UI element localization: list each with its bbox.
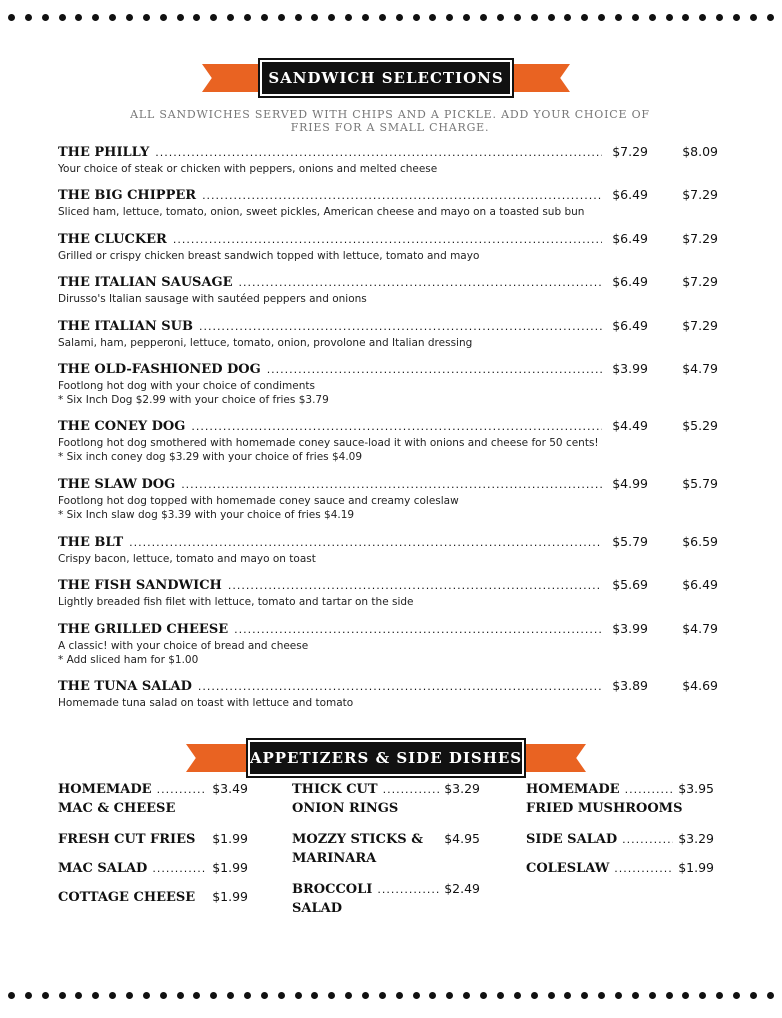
menu-item-name: THE ITALIAN SAUSAGE [58, 275, 233, 290]
dot-leader [234, 623, 602, 636]
dot-leader [155, 146, 602, 159]
menu-item-price-with-fries: $6.49 [682, 577, 718, 592]
border-dot [480, 992, 487, 999]
border-dot [244, 992, 251, 999]
border-dot [328, 992, 335, 999]
border-dot [193, 992, 200, 999]
border-dot [564, 14, 571, 21]
menu-item-name: THE BIG CHIPPER [58, 188, 197, 203]
menu-item [58, 476, 718, 522]
menu-item-price: $3.89 [612, 678, 648, 693]
border-dot [396, 14, 403, 21]
sides-banner [186, 736, 586, 780]
menu-item-row [58, 418, 718, 436]
border-dot [413, 992, 420, 999]
border-dot [682, 14, 689, 21]
menu-item-name: THE PHILLY [58, 145, 150, 160]
side-item-row [292, 881, 480, 899]
menu-item-price: $7.29 [612, 144, 648, 159]
border-dot [514, 14, 521, 21]
menu-item-name: THE TUNA SALAD [58, 679, 192, 694]
menu-item-row [58, 577, 718, 595]
border-dot [446, 14, 453, 21]
side-item-row [292, 831, 480, 849]
menu-item-price-with-fries: $4.79 [682, 361, 718, 376]
menu-item [58, 678, 718, 710]
border-dot [345, 992, 352, 999]
menu-item-description: * Add sliced ham for $1.00 [58, 654, 199, 666]
dot-leader [198, 680, 602, 693]
side-item-row [526, 831, 714, 849]
side-item-name: COTTAGE CHEESE [58, 890, 196, 905]
menu-item-name: THE ITALIAN SUB [58, 319, 193, 334]
side-item-row [58, 831, 248, 849]
menu-item-price: $6.49 [612, 274, 648, 289]
side-item-name: SIDE SALAD [526, 832, 618, 847]
border-dot [311, 992, 318, 999]
border-dot [598, 992, 605, 999]
border-dot [429, 14, 436, 21]
side-item-price: $1.99 [212, 889, 248, 904]
dot-leader [129, 536, 602, 549]
dot-leader [614, 862, 673, 875]
border-dot [598, 14, 605, 21]
side-item [292, 831, 480, 869]
side-item-name-line2: SALAD [292, 901, 342, 916]
border-dot [497, 992, 504, 999]
menu-item-price: $4.99 [612, 476, 648, 491]
side-item-name: THICK CUT [292, 782, 378, 797]
side-item-price: $1.99 [678, 860, 714, 875]
menu-item-name: THE BLT [58, 535, 124, 550]
border-dot [682, 992, 689, 999]
dot-leader [202, 189, 602, 202]
side-item-row [292, 781, 480, 799]
menu-item [58, 187, 718, 219]
menu-item-description: Dirusso's Italian sausage with sautéed peppers and onions [58, 293, 367, 305]
menu-item-price: $6.49 [612, 318, 648, 333]
border-dot [75, 992, 82, 999]
border-dot [716, 14, 723, 21]
menu-item [58, 144, 718, 176]
border-dot [177, 992, 184, 999]
menu-item-row [58, 621, 718, 639]
border-dot [531, 992, 538, 999]
side-item-row [526, 860, 714, 878]
menu-item [58, 361, 718, 407]
menu-item-description: Footlong hot dog smothered with homemade coney sauce-load it with onions and cheese for 50 cents! [58, 437, 599, 449]
dot-leader [383, 783, 440, 796]
dot-leader [173, 233, 602, 246]
border-dot [362, 992, 369, 999]
menu-item-price: $5.79 [612, 534, 648, 549]
menu-item [58, 577, 718, 609]
border-dot [42, 992, 49, 999]
sandwich-note: ALL SANDWICHES SERVED WITH CHIPS AND A PICKLE. ADD YOUR CHOICE OF FRIES FOR A SMALL CHARGE. [130, 108, 650, 134]
border-dot [311, 14, 318, 21]
border-dot [463, 14, 470, 21]
menu-item-row [58, 318, 718, 336]
menu-item-name: THE FISH SANDWICH [58, 578, 222, 593]
side-item-price: $3.49 [212, 781, 248, 796]
menu-item-name: THE OLD-FASHIONED DOG [58, 362, 261, 377]
border-dot [126, 14, 133, 21]
border-dot [632, 14, 639, 21]
border-dot [716, 992, 723, 999]
side-item [58, 781, 248, 819]
menu-item-description: * Six Inch Dog $2.99 with your choice of fries $3.79 [58, 394, 329, 406]
side-item [292, 781, 480, 819]
border-dot [379, 992, 386, 999]
side-item-price: $2.49 [444, 881, 480, 896]
menu-item-description: * Six inch coney dog $3.29 with your choice of fries $4.09 [58, 451, 363, 463]
side-item-name-line2: MAC & CHEESE [58, 801, 176, 816]
border-dot [581, 14, 588, 21]
side-item [58, 889, 248, 907]
menu-item-price-with-fries: $5.79 [682, 476, 718, 491]
sandwich-title-box [260, 60, 512, 96]
border-dot [615, 14, 622, 21]
menu-item-price-with-fries: $6.59 [682, 534, 718, 549]
border-dot [514, 992, 521, 999]
menu-item-price-with-fries: $4.79 [682, 621, 718, 636]
menu-item-price-with-fries: $7.29 [682, 274, 718, 289]
border-dot [227, 992, 234, 999]
border-dot [396, 992, 403, 999]
border-dot [548, 14, 555, 21]
border-dot [649, 14, 656, 21]
border-dot [25, 14, 32, 21]
border-dot [379, 14, 386, 21]
side-item-name: BROCCOLI [292, 882, 373, 897]
menu-item-description: Lightly breaded fish filet with lettuce, tomato and tartar on the side [58, 596, 414, 608]
dot-leader [267, 363, 602, 376]
menu-item-row [58, 678, 718, 696]
top-dot-border [8, 14, 774, 22]
menu-item-row [58, 187, 718, 205]
menu-item [58, 274, 718, 306]
menu-item [58, 621, 718, 667]
menu-item-price-with-fries: $5.29 [682, 418, 718, 433]
border-dot [210, 992, 217, 999]
border-dot [244, 14, 251, 21]
border-dot [8, 14, 15, 21]
menu-item [58, 318, 718, 350]
menu-item-description: A classic! with your choice of bread and cheese [58, 640, 309, 652]
border-dot [160, 14, 167, 21]
sides-title-box [248, 740, 524, 776]
border-dot [261, 14, 268, 21]
dot-leader [157, 783, 208, 796]
border-dot [210, 14, 217, 21]
border-dot [733, 14, 740, 21]
side-item-name-line2: FRIED MUSHROOMS [526, 801, 683, 816]
menu-item-description: Grilled or crispy chicken breast sandwich topped with lettuce, tomato and mayo [58, 250, 480, 262]
menu-item-description: Salami, ham, pepperoni, lettuce, tomato, onion, provolone and Italian dressing [58, 337, 473, 349]
border-dot [278, 14, 285, 21]
border-dot [143, 992, 150, 999]
sides-title: APPETIZERS & SIDE DISHES [249, 749, 523, 767]
sandwich-title: SANDWICH SELECTIONS [268, 69, 504, 87]
side-item-row [58, 889, 248, 907]
border-dot [733, 992, 740, 999]
border-dot [750, 992, 757, 999]
sandwich-banner [202, 56, 570, 100]
menu-item-price-with-fries: $7.29 [682, 318, 718, 333]
side-item [58, 860, 248, 878]
menu-item-price: $6.49 [612, 231, 648, 246]
side-item-row [58, 860, 248, 878]
bottom-dot-border [8, 992, 774, 1000]
menu-item-row [58, 274, 718, 292]
menu-item [58, 418, 718, 464]
side-item-price: $4.95 [444, 831, 480, 846]
menu-item-price-with-fries: $7.29 [682, 231, 718, 246]
side-item-price: $1.99 [212, 860, 248, 875]
dot-leader [181, 478, 602, 491]
border-dot [750, 14, 757, 21]
side-item-name: HOMEMADE [526, 782, 620, 797]
menu-item-name: THE GRILLED CHEESE [58, 622, 229, 637]
border-dot [649, 992, 656, 999]
dot-leader [199, 320, 602, 333]
menu-item-name: THE CONEY DOG [58, 419, 186, 434]
side-item-price: $1.99 [212, 831, 248, 846]
dot-leader [228, 579, 602, 592]
side-item [526, 860, 714, 878]
menu-item-price-with-fries: $7.29 [682, 187, 718, 202]
dot-leader [622, 833, 673, 846]
menu-item-price: $3.99 [612, 621, 648, 636]
side-item-name: MOZZY STICKS & [292, 832, 423, 847]
border-dot [666, 14, 673, 21]
menu-item-description: Your choice of steak or chicken with peppers, onions and melted cheese [58, 163, 438, 175]
menu-item-description: Footlong hot dog topped with homemade coney sauce and creamy coleslaw [58, 495, 459, 507]
border-dot [632, 992, 639, 999]
menu-item-description: Footlong hot dog with your choice of condiments [58, 380, 315, 392]
border-dot [699, 14, 706, 21]
side-item-name: HOMEMADE [58, 782, 152, 797]
side-item-name-line2: ONION RINGS [292, 801, 399, 816]
side-item [58, 831, 248, 849]
border-dot [767, 992, 774, 999]
border-dot [92, 992, 99, 999]
menu-item-price: $5.69 [612, 577, 648, 592]
menu-item-description: Homemade tuna salad on toast with lettuce and tomato [58, 697, 354, 709]
border-dot [413, 14, 420, 21]
border-dot [42, 14, 49, 21]
dot-leader [191, 420, 602, 433]
border-dot [126, 992, 133, 999]
border-dot [295, 14, 302, 21]
menu-item-row [58, 144, 718, 162]
border-dot [261, 992, 268, 999]
menu-item-price: $4.49 [612, 418, 648, 433]
side-item-row [526, 781, 714, 799]
border-dot [75, 14, 82, 21]
menu-item-row [58, 476, 718, 494]
border-dot [463, 992, 470, 999]
side-item-price: $3.95 [678, 781, 714, 796]
border-dot [429, 992, 436, 999]
menu-item [58, 534, 718, 566]
border-dot [615, 992, 622, 999]
menu-item-name: THE SLAW DOG [58, 477, 176, 492]
dot-leader [625, 783, 674, 796]
border-dot [8, 992, 15, 999]
menu-item-description: * Six Inch slaw dog $3.39 with your choice of fries $4.19 [58, 509, 355, 521]
menu-item [58, 231, 718, 263]
border-dot [25, 992, 32, 999]
side-item-row [58, 781, 248, 799]
dot-leader [377, 883, 439, 896]
menu-item-description: Crispy bacon, lettuce, tomato and mayo on toast [58, 553, 316, 565]
side-item-name: MAC SALAD [58, 861, 148, 876]
border-dot [328, 14, 335, 21]
border-dot [497, 14, 504, 21]
menu-item-price-with-fries: $4.69 [682, 678, 718, 693]
menu-item-row [58, 231, 718, 249]
menu-item-price-with-fries: $8.09 [682, 144, 718, 159]
border-dot [767, 14, 774, 21]
side-item [526, 831, 714, 849]
border-dot [278, 992, 285, 999]
menu-item-price: $3.99 [612, 361, 648, 376]
menu-item-name: THE CLUCKER [58, 232, 167, 247]
border-dot [193, 14, 200, 21]
menu-item-row [58, 361, 718, 379]
border-dot [109, 14, 116, 21]
side-item-price: $3.29 [678, 831, 714, 846]
border-dot [531, 14, 538, 21]
border-dot [59, 14, 66, 21]
border-dot [699, 992, 706, 999]
border-dot [548, 992, 555, 999]
border-dot [564, 992, 571, 999]
menu-item-row [58, 534, 718, 552]
border-dot [160, 992, 167, 999]
border-dot [143, 14, 150, 21]
dot-leader [152, 862, 207, 875]
border-dot [480, 14, 487, 21]
menu-item-price: $6.49 [612, 187, 648, 202]
side-item [526, 781, 714, 819]
border-dot [362, 14, 369, 21]
side-item-name-line2: MARINARA [292, 851, 377, 866]
side-item-name: COLESLAW [526, 861, 610, 876]
border-dot [666, 992, 673, 999]
side-item-price: $3.29 [444, 781, 480, 796]
border-dot [446, 992, 453, 999]
side-item [292, 881, 480, 919]
border-dot [581, 992, 588, 999]
border-dot [177, 14, 184, 21]
dot-leader [239, 276, 602, 289]
border-dot [109, 992, 116, 999]
border-dot [345, 14, 352, 21]
border-dot [295, 992, 302, 999]
menu-item-description: Sliced ham, lettuce, tomato, onion, sweet pickles, American cheese and mayo on a toasted sub bun [58, 206, 585, 218]
border-dot [227, 14, 234, 21]
border-dot [92, 14, 99, 21]
side-item-name: FRESH CUT FRIES [58, 832, 196, 847]
border-dot [59, 992, 66, 999]
